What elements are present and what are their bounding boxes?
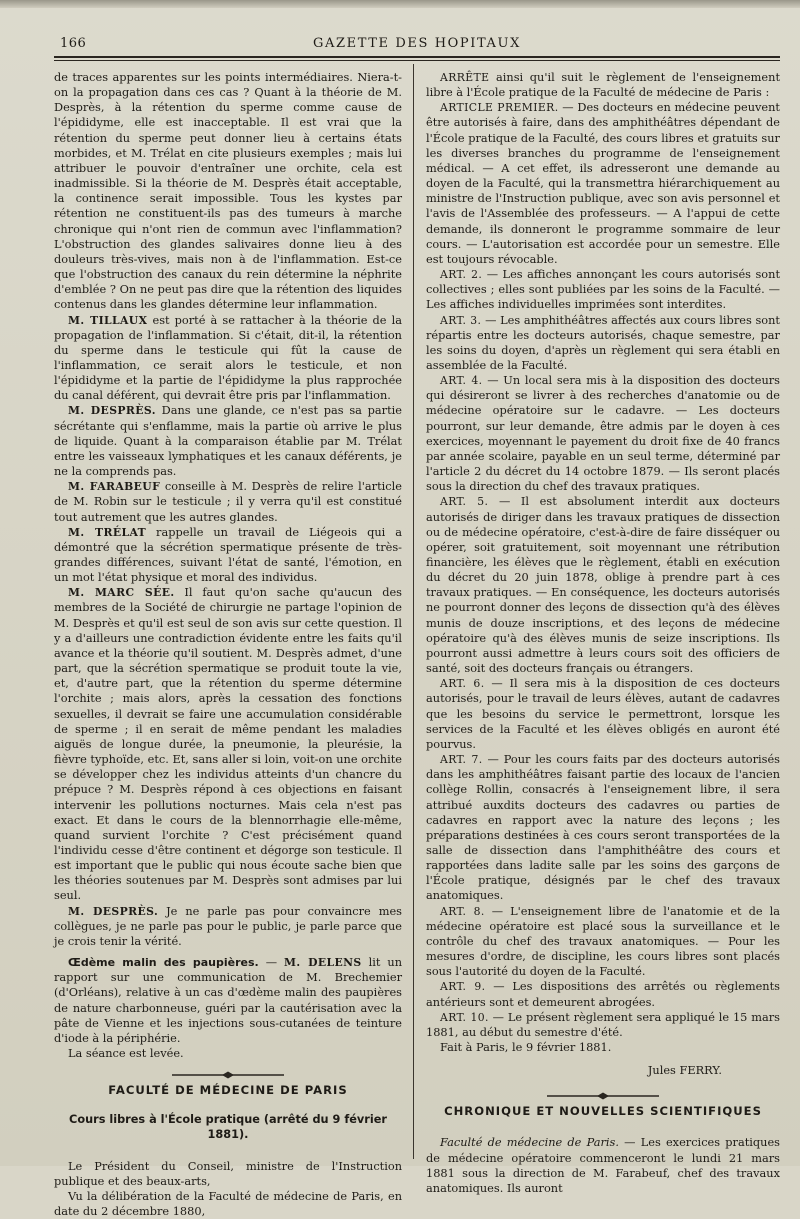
article-label: ART. 3. <box>440 313 482 327</box>
page-header <box>54 34 780 58</box>
speaker-name: M. DESPRÈS. <box>68 904 159 918</box>
article-label: ART. 5. <box>440 495 489 509</box>
column-divider <box>413 64 414 1159</box>
paragraph <box>54 585 402 903</box>
paragraph-text: Dans une glande, ce n'est pas sa partie sécrétante qui s'enflamme, mais la partie où arrive le plus de liquide. Quant à la comparaison établie par M. Trélat entre les vaisseaux lymphatiques et les canaux déférents, je ne la comprends pas. <box>54 403 402 479</box>
paragraph <box>54 479 402 524</box>
news-lead: Faculté de médecine de Paris. <box>440 1135 619 1150</box>
paragraph-text: lit un rapport sur une communication de M. Brechemier (d'Orléans), relative à un cas d'œdème malin des paupières de nature charbonneuse, guéri par la cautérisation avec la pâte de Vienne et les injections sous-cutanées de teinture d'iode à la périphérie. <box>54 955 402 1045</box>
article-text: — Un local sera mis à la disposition des docteurs qui désireront se livrer à des recherches d'anatomie ou de médecine opératoire sur le cadavre. — Les docteurs pourront, sur leur demande, être admis par le doyen à ces exercices, moyennant le payement du droit fixe de 40 francs par année scolaire, payable en un seul terme, déterminé par l'article 2 du décret du 14 octobre 1879. — Ils seront placés sous la direction du chef des travaux pratiques. <box>426 373 780 494</box>
ornament-rule <box>543 1092 663 1100</box>
section-subtitle: Cours libres à l'École pratique (arrêté du 9 février 1881). <box>69 1113 387 1142</box>
ornament-rule <box>168 1071 288 1079</box>
speaker-name: M. TRÉLAT <box>68 525 147 539</box>
spacer <box>426 1123 780 1135</box>
article <box>426 494 780 676</box>
journal-title: GAZETTE DES HOPITAUX <box>313 36 521 51</box>
article-label: ART. 2. <box>440 268 483 282</box>
paragraph <box>54 955 402 1046</box>
article <box>426 676 780 752</box>
section-title: CHRONIQUE ET NOUVELLES SCIENTIFIQUES <box>444 1104 762 1119</box>
page-edge <box>0 0 800 8</box>
paragraph: Vu la délibération de la Faculté de médecine de Paris, en date du 2 décembre 1880, <box>54 1188 402 1219</box>
article-label: ART. 4. <box>440 374 483 388</box>
paragraph: de traces apparentes sur les points intermédiaires. Niera-t-on la propagation dans ces cas ? Quant à la théorie de M. Desprès, à la rétention du sperme comme cause de l'épididyme, elle est inacceptable. Il est vrai que la rétention du sperme peut donner lieu à certains états morbides, et M. Trélat en cite plusieurs exemples ; mais lui attribuer le pouvoir d'entraîner une orchite, cela est inadmissible. Si la théorie de M. Desprès était acceptable, la continence serait impossible. Tous les kystes par rétention ne constituent-ils pas des tumeurs à marche chronique qui n'ont rien de commun avec l'inflammation? L'obstruction des glandes salivaires donne lieu à des douleurs très-vives, mais non à de l'inflammation. Est-ce que l'obstruction des canaux du rein détermine la néphrite d'emblée ? On ne peut pas dire que la rétention des liquides contenus dans les glandes détermine leur inflammation. <box>54 70 402 312</box>
paragraph <box>54 313 402 404</box>
article-label: ART. 8. <box>440 904 485 918</box>
paragraph <box>54 525 402 586</box>
article <box>426 1010 780 1040</box>
article-text: — Des docteurs en médecine peuvent être autorisés à faire, dans des amphithéâtres dépendant de l'École pratique de la Faculté, des cours libres et gratuits sur les diverses branches du programme de l'enseignement médical. — A cet effet, ils adresseront une demande au doyen de la Faculté, qui la transmettra hiérarchiquement au ministre de l'Instruction publique, avec son avis personnel et l'avis de l'Assemblée des professeurs. — A l'appui de cette demande, ils donneront le programme sommaire de leur cours. — L'autorisation est accordée pour un semestre. Elle est toujours révocable. <box>426 100 780 266</box>
paragraph-text: est porté à se rattacher à la théorie de la propagation de l'inflammation. Si c'était, dit-il, la rétention du sperme dans le testicule qui fût la cause de l'inflammation, ce serait alors le testicule, et non l'épididyme et la partie de l'épididyme la plus rapprochée du canal déférent, qui devrait être pris par l'inflammation. <box>54 312 402 403</box>
signature: Jules FERRY. <box>647 1063 722 1078</box>
paragraph-text: Il faut qu'on sache qu'aucun des membres de la Société de chirurgie ne partage l'opinion de M. Desprès et qu'il est seul de son avis sur cette question. Il y a d'ailleurs une contradiction évidente entre les faits qu'il avance et la théorie qu'il soutient. M. Desprès admet, d'une part, que la sécrétion spermatique se produit toute la vie, et, d'autre part, que la rétention du sperme détermine l'orchite ; mais alors, après la cessation des fonctions sexuelles, il devrait se faire une accumulation considérable de sperme ; il en serait de même pendant les maladies aiguës de longue durée, la pneumonie, la pleurésie, la fièvre typhoïde, etc. Et, sans aller si loin, voit-on une orchite se développer chez les individus atteints d'un chancre du prépuce ? M. Desprès répond à ces objections en faisant intervenir les pollutions nocturnes. Mais cela n'est pas exact. Et dans le cours de la blennorrhagie elle-même, quand survient l'orchite ? C'est précisément quand l'individu cesse d'être continent et dégorge son testicule. Il est important que le public qui nous écoute sache bien que les théories soutenues par M. Desprès sont admises par lui seul. <box>54 585 402 903</box>
article-text: — Les amphithéâtres affectés aux cours libres sont répartis entre les docteurs autorisés, chaque semestre, par les soins du doyen, d'après un règlement qui sera établi en assemblée de la Faculté. <box>426 312 780 372</box>
speaker-name: M. TILLAUX <box>68 313 148 327</box>
paragraph <box>426 70 780 100</box>
date-line: Fait à Paris, le 9 février 1881. <box>440 1040 612 1054</box>
article-label: ART. 6. <box>440 677 485 691</box>
article <box>426 904 780 980</box>
article <box>426 373 780 494</box>
article-text: — Le présent règlement sera appliqué le 15 mars 1881, au début du semestre d'été. <box>426 1009 780 1039</box>
article-text: — L'enseignement libre de l'anatomie et de la médecine opératoire est placé sous la surveillance et le contrôle du chef des travaux anatomiques. — Pour les mesures d'ordre, de discipline, les cours libres sont placés sous l'autorité du doyen de la Faculté. <box>426 903 780 979</box>
topic-heading: Œdème malin des paupières. <box>68 956 259 970</box>
paragraph-text: ainsi qu'il suit le règlement de l'enseignement libre à l'École pratique de la Faculté de médecine de Paris : <box>426 70 780 100</box>
article-text: — Il sera mis à la disposition de ces docteurs autorisés, pour le travail de leurs élèves, autant de cadavres que les besoins du service le permettront, lorsque les services de la Faculté et les élèves obligés en auront été pourvus. <box>426 676 780 751</box>
speaker-name: M. DESPRÈS. <box>68 404 156 418</box>
section-title: FACULTÉ DE MÉDECINE DE PARIS <box>108 1083 348 1098</box>
paragraph <box>54 904 402 949</box>
article <box>426 752 780 904</box>
article <box>426 313 780 374</box>
paragraph <box>54 403 402 479</box>
article-text: — Pour les cours faits par des docteurs autorisés dans les amphithéâtres faisant partie des locaux de l'ancien collège Rollin, consacrés à l'enseignement libre, il sera attribué auxdits docteurs des cadavres ou parties de cadavres en rapport avec la nature des leçons ; les préparations destinées à ces cours seront transportées de la salle de dissection dans l'amphithéâtre des cours et rapportées dans ladite salle par les soins des garçons de l'École pratique, désignés par le chef des travaux anatomiques. <box>426 752 780 903</box>
speaker-name: M. MARC SÉE. <box>68 586 175 600</box>
article-label: ART. 7. <box>440 753 483 767</box>
article <box>426 267 780 312</box>
paragraph: Le Président du Conseil, ministre de l'Instruction publique et des beaux-arts, <box>54 1158 402 1188</box>
article-label: ART. 9. <box>440 980 486 994</box>
article-label: ART. 10. <box>440 1010 489 1024</box>
decree-lead: ARRÊTE <box>440 71 490 84</box>
speaker-name: M. FARABEUF <box>68 480 161 494</box>
page-number: 166 <box>60 36 87 51</box>
paragraph-text: — Les exercices pratiques de médecine opératoire commenceront le lundi 21 mars 1881 sous la direction de M. Farabeuf, chef des travaux anatomiques. Ils auront <box>426 1135 781 1195</box>
right-column <box>426 70 780 1196</box>
article-text: — Il est absolument interdit aux docteurs autorisés de diriger dans les travaux pratiques de dissection ou de médecine opératoire, c'est-à-dire de faire disséquer ou opérer, soit gratuitement, soit moyennant une rétribution financière, les élèves que le règlement, établi en exécution du décret du 20 juin 1878, oblige à prendre part à ces travaux pratiques. — En conséquence, les docteurs autorisés ne pourront donner des leçons de dissection qu'à des élèves munis de douze inscriptions, et des leçons de médecine opératoire qu'à des élèves munis de seize inscriptions. Ils pourront aussi admettre à leurs cours soit des officiers de santé, soit des docteurs français ou étrangers. <box>426 494 780 676</box>
left-column <box>54 70 402 1219</box>
paragraph-text: conseille à M. Desprès de relire l'article de M. Robin sur le testicule ; il y verra qu'il est constitué tout autrement que les autres glandes. <box>54 479 402 524</box>
article <box>426 100 780 267</box>
article-text: — Les affiches annonçant les cours autorisés sont collectives ; elles sont publiées par les soins de la Faculté. — Les affiches individuelles imprimées sont interdites. <box>426 267 780 312</box>
paragraph-text: Je ne parle pas pour convaincre mes collègues, je ne parle pas pour le public, je parle parce que je crois tenir la vérité. <box>54 903 402 948</box>
dash: — <box>258 955 285 970</box>
article-label: ARTICLE PREMIER. <box>440 101 559 115</box>
paragraph-text: rappelle un travail de Liégeois qui a démontré que la sécrétion spermatique présente de très-grandes différences, suivant l'état de santé, l'émotion, en un mot l'état physique et moral des individus. <box>54 524 403 585</box>
article-text: — Les dispositions des arrêtés ou règlements antérieurs sont et demeurent abrogées. <box>426 979 780 1009</box>
paragraph: La séance est levée. <box>68 1046 184 1060</box>
speaker-name: M. DELENS <box>284 956 362 970</box>
header-rule <box>54 60 780 61</box>
article <box>426 979 780 1009</box>
paragraph <box>426 1135 780 1196</box>
